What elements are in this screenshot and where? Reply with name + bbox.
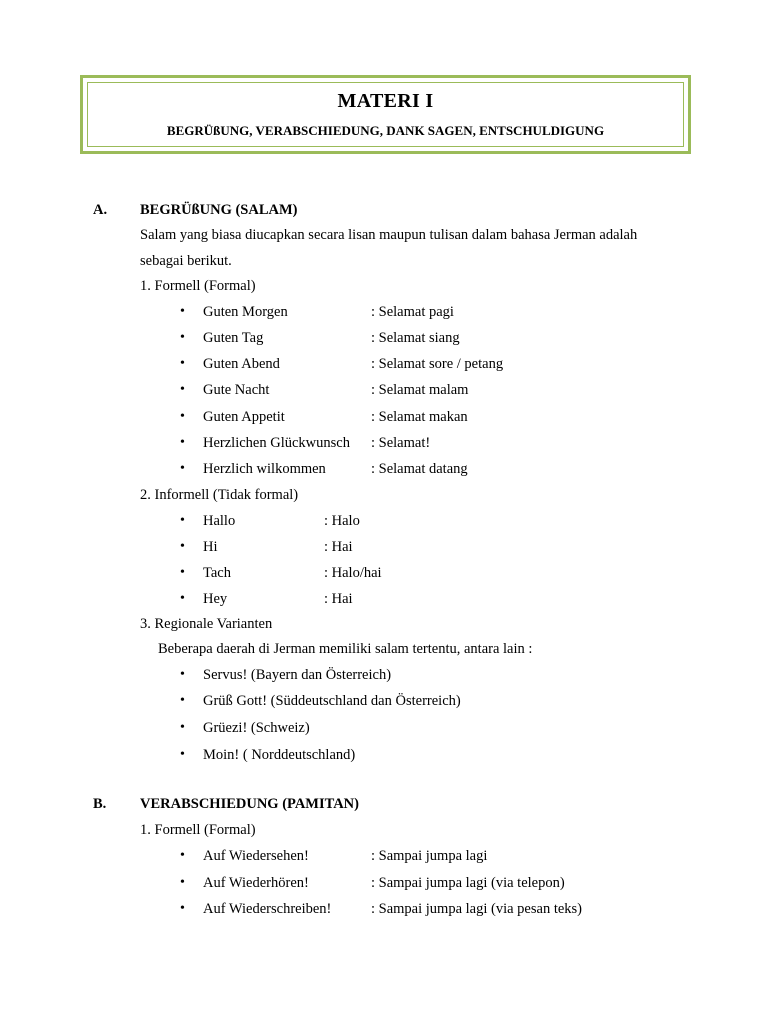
greeting-term: Guten Morgen	[203, 304, 288, 320]
greeting-term: Hey	[203, 591, 228, 607]
bullet-icon: •	[180, 565, 185, 580]
greeting-term: Hi	[203, 539, 218, 555]
farewell-formal-label: 1. Formell (Formal)	[140, 822, 256, 838]
regional-greeting: Grüß Gott! (Süddeutschland dan Österreich)	[203, 693, 461, 709]
bullet-icon: •	[180, 382, 185, 397]
regional-greeting: Servus! (Bayern dan Österreich)	[203, 667, 392, 683]
section-a-intro-line2: sebagai berikut.	[140, 253, 232, 269]
bullet-icon: •	[180, 667, 185, 682]
section-a-heading: BEGRÜßUNG (SALAM)	[140, 202, 298, 218]
greeting-term: Herzlich wilkommen	[203, 461, 326, 477]
greeting-term: Guten Tag	[203, 330, 264, 346]
regional-intro: Beberapa daerah di Jerman memiliki salam tertentu, antara lain :	[158, 641, 533, 657]
greeting-meaning: : Selamat malam	[371, 382, 469, 398]
greeting-term: Gute Nacht	[203, 382, 270, 398]
regional-greeting: Grüezi! (Schweiz)	[203, 720, 310, 736]
bullet-icon: •	[180, 435, 185, 450]
farewell-term: Auf Wiedersehen!	[203, 848, 309, 864]
greeting-meaning: : Selamat sore / petang	[371, 356, 504, 372]
greeting-meaning: : Hai	[324, 539, 353, 555]
bullet-icon: •	[180, 720, 185, 735]
greeting-meaning: : Selamat makan	[371, 409, 468, 425]
bullet-icon: •	[180, 848, 185, 863]
greeting-meaning: : Selamat siang	[371, 330, 460, 346]
bullet-icon: •	[180, 747, 185, 762]
farewell-term: Auf Wiederschreiben!	[203, 901, 332, 917]
greeting-meaning: : Halo/hai	[324, 565, 382, 581]
greeting-term: Tach	[203, 565, 231, 581]
bullet-icon: •	[180, 461, 185, 476]
informal-label: 2. Informell (Tidak formal)	[140, 487, 299, 503]
greeting-meaning: : Halo	[324, 513, 360, 529]
greeting-term: Guten Appetit	[203, 409, 285, 425]
farewell-meaning: : Sampai jumpa lagi	[371, 848, 488, 864]
farewell-meaning: : Sampai jumpa lagi (via pesan teks)	[371, 901, 583, 917]
greeting-term: Guten Abend	[203, 356, 280, 372]
greeting-meaning: : Selamat!	[371, 435, 431, 451]
bullet-icon: •	[180, 513, 185, 528]
page-title: MATERI I	[337, 90, 434, 112]
greeting-term: Hallo	[203, 513, 236, 529]
greeting-meaning: : Hai	[324, 591, 353, 607]
bullet-icon: •	[180, 409, 185, 424]
section-b-marker: B.	[93, 796, 107, 812]
page-subtitle: BEGRÜßUNG, VERABSCHIEDUNG, DANK SAGEN, ENTSCHULDIGUNG	[166, 123, 605, 138]
bullet-icon: •	[180, 539, 185, 554]
regional-greeting: Moin! ( Norddeutschland)	[203, 747, 356, 763]
section-a-marker: A.	[93, 202, 108, 218]
bullet-icon: •	[180, 330, 185, 345]
greeting-meaning: : Selamat pagi	[371, 304, 454, 320]
bullet-icon: •	[180, 693, 185, 708]
farewell-meaning: : Sampai jumpa lagi (via telepon)	[371, 875, 565, 891]
bullet-icon: •	[180, 901, 185, 916]
formal-label: 1. Formell (Formal)	[140, 278, 256, 294]
regional-label: 3. Regionale Varianten	[140, 616, 273, 632]
bullet-icon: •	[180, 591, 185, 606]
bullet-icon: •	[180, 304, 185, 319]
greeting-term: Herzlichen Glückwunsch	[203, 435, 350, 451]
section-b-heading: VERABSCHIEDUNG (PAMITAN)	[140, 796, 359, 812]
greeting-meaning: : Selamat datang	[371, 461, 468, 477]
bullet-icon: •	[180, 875, 185, 890]
section-a-intro-line1: Salam yang biasa diucapkan secara lisan maupun tulisan dalam bahasa Jerman adalah	[140, 227, 638, 243]
title-box	[80, 75, 691, 154]
bullet-icon: •	[180, 356, 185, 371]
farewell-term: Auf Wiederhören!	[203, 875, 309, 891]
